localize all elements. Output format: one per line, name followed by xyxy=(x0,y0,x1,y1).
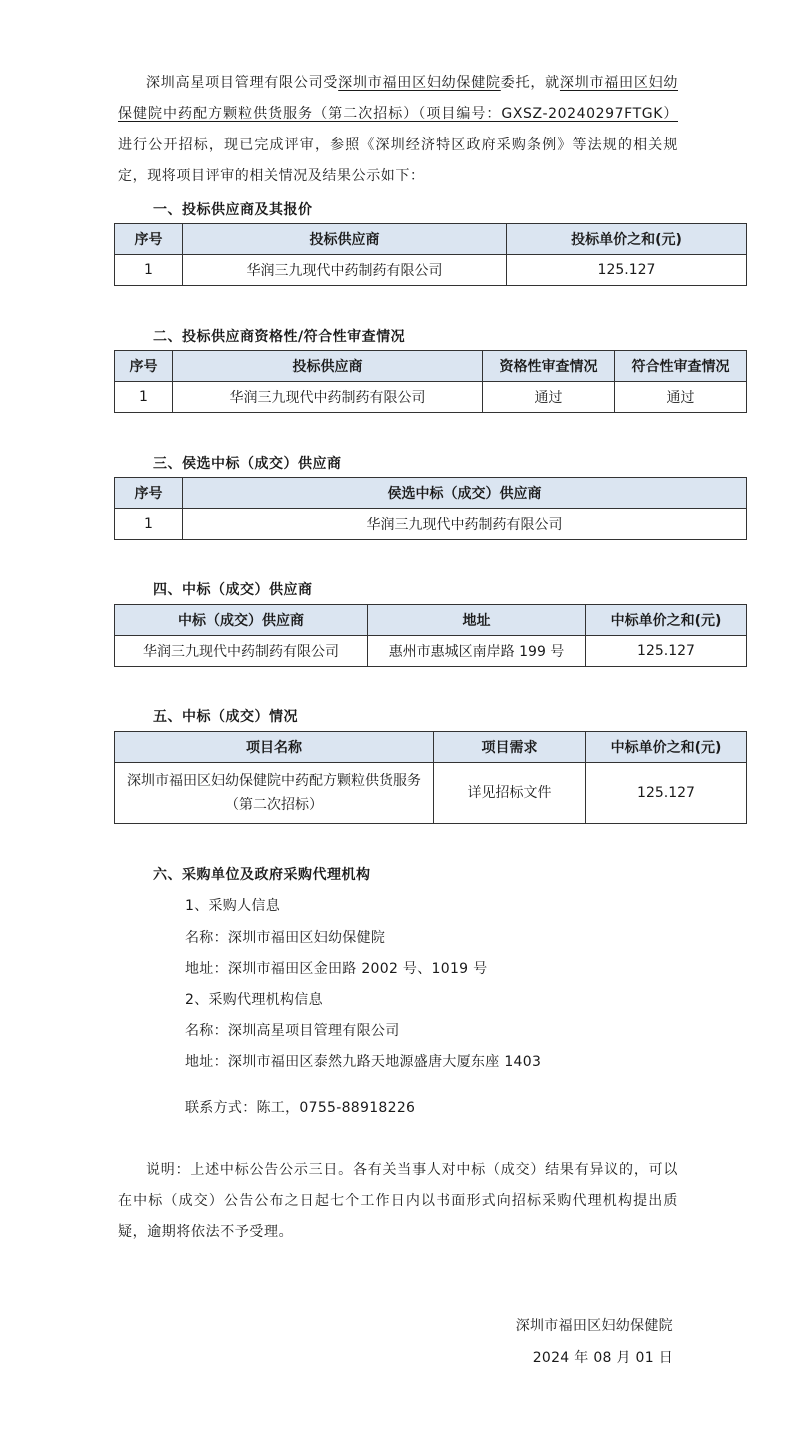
review-header-supplier: 投标供应商 xyxy=(173,351,483,382)
review-header-qualification: 资格性审查情况 xyxy=(483,351,615,382)
award-header-price: 中标单价之和(元) xyxy=(586,732,747,763)
signature-org: 深圳市福田区妇幼保健院 xyxy=(515,1318,673,1334)
winner-header-supplier: 中标（成交）供应商 xyxy=(115,605,368,636)
review-cell-index: 1 xyxy=(115,382,173,413)
bid-header-index: 序号 xyxy=(115,224,183,255)
winner-cell-supplier: 华润三九现代中药制药有限公司 xyxy=(115,636,368,667)
intro-project-underlined: 深圳市福田区妇幼保健院中药配方颗粒供货服务（第二次招标）（项目编号：GXSZ-20240297FTGK） xyxy=(118,75,678,122)
section-6-title: 六、采购单位及政府采购代理机构 xyxy=(153,867,371,883)
review-table xyxy=(114,350,747,413)
candidate-cell-index: 1 xyxy=(115,509,183,540)
section-2-title: 二、投标供应商资格性/符合性审查情况 xyxy=(153,329,406,345)
bid-table xyxy=(114,223,747,286)
candidate-header-index: 序号 xyxy=(115,478,183,509)
winner-table xyxy=(114,604,747,667)
buyer-address: 地址：深圳市福田区金田路 2002 号、1019 号 xyxy=(185,961,488,977)
section-3-title: 三、侯选中标（成交）供应商 xyxy=(153,456,342,472)
review-cell-compliance: 通过 xyxy=(615,382,747,413)
table-row xyxy=(115,509,747,540)
winner-header-address: 地址 xyxy=(368,605,586,636)
section-1-title: 一、投标供应商及其报价 xyxy=(153,202,313,218)
winner-header-price: 中标单价之和(元) xyxy=(586,605,747,636)
bid-header-price: 投标单价之和(元) xyxy=(507,224,747,255)
bid-cell-price: 125.127 xyxy=(507,255,747,286)
award-header-project: 项目名称 xyxy=(115,732,434,763)
winner-cell-address: 惠州市惠城区南岸路 199 号 xyxy=(368,636,586,667)
section-5-title: 五、中标（成交）情况 xyxy=(153,709,298,725)
intro-text-2: 委托，就 xyxy=(500,75,560,91)
agent-name: 名称：深圳高星项目管理有限公司 xyxy=(185,1023,400,1039)
agent-address: 地址：深圳市福田区泰然九路天地源盛唐大厦东座 1403 xyxy=(185,1054,542,1070)
buyer-heading: 1、采购人信息 xyxy=(185,898,281,914)
contact-info: 联系方式：陈工，0755-88918226 xyxy=(185,1100,416,1116)
bid-cell-supplier: 华润三九现代中药制药有限公司 xyxy=(183,255,507,286)
section-4-title: 四、中标（成交）供应商 xyxy=(153,582,313,598)
award-header-requirement: 项目需求 xyxy=(434,732,586,763)
winner-cell-price: 125.127 xyxy=(586,636,747,667)
intro-paragraph xyxy=(118,68,678,192)
intro-purchaser-underlined: 深圳市福田区妇幼保健院 xyxy=(338,75,501,91)
review-cell-qualification: 通过 xyxy=(483,382,615,413)
candidate-cell-supplier: 华润三九现代中药制药有限公司 xyxy=(183,509,747,540)
award-table xyxy=(114,731,747,824)
bid-header-supplier: 投标供应商 xyxy=(183,224,507,255)
signature-date: 2024 年 08 月 01 日 xyxy=(532,1350,673,1366)
award-cell-requirement: 详见招标文件 xyxy=(434,763,586,824)
notice-statement: 说明：上述中标公告公示三日。各有关当事人对中标（成交）结果有异议的，可以在中标（成交）公告公布之日起七个工作日内以书面形式向招标采购代理机构提出质疑，逾期将依法不予受理。 xyxy=(118,1162,678,1240)
review-header-index: 序号 xyxy=(115,351,173,382)
table-row xyxy=(115,636,747,667)
buyer-name: 名称：深圳市福田区妇幼保健院 xyxy=(185,930,386,946)
candidate-table xyxy=(114,477,747,540)
bid-cell-index: 1 xyxy=(115,255,183,286)
award-cell-price: 125.127 xyxy=(586,763,747,824)
intro-text-1: 深圳高星项目管理有限公司受 xyxy=(146,75,339,91)
table-row xyxy=(115,763,747,824)
review-header-compliance: 符合性审查情况 xyxy=(615,351,747,382)
review-cell-supplier: 华润三九现代中药制药有限公司 xyxy=(173,382,483,413)
award-cell-project: 深圳市福田区妇幼保健院中药配方颗粒供货服务（第二次招标） xyxy=(115,763,434,824)
table-row xyxy=(115,255,747,286)
agent-heading: 2、采购代理机构信息 xyxy=(185,992,323,1008)
table-row xyxy=(115,382,747,413)
candidate-header-supplier: 侯选中标（成交）供应商 xyxy=(183,478,747,509)
intro-text-3: 进行公开招标，现已完成评审，参照《深圳经济特区政府采购条例》等法规的相关规定，现将项目评审的相关情况及结果公示如下： xyxy=(118,137,678,184)
